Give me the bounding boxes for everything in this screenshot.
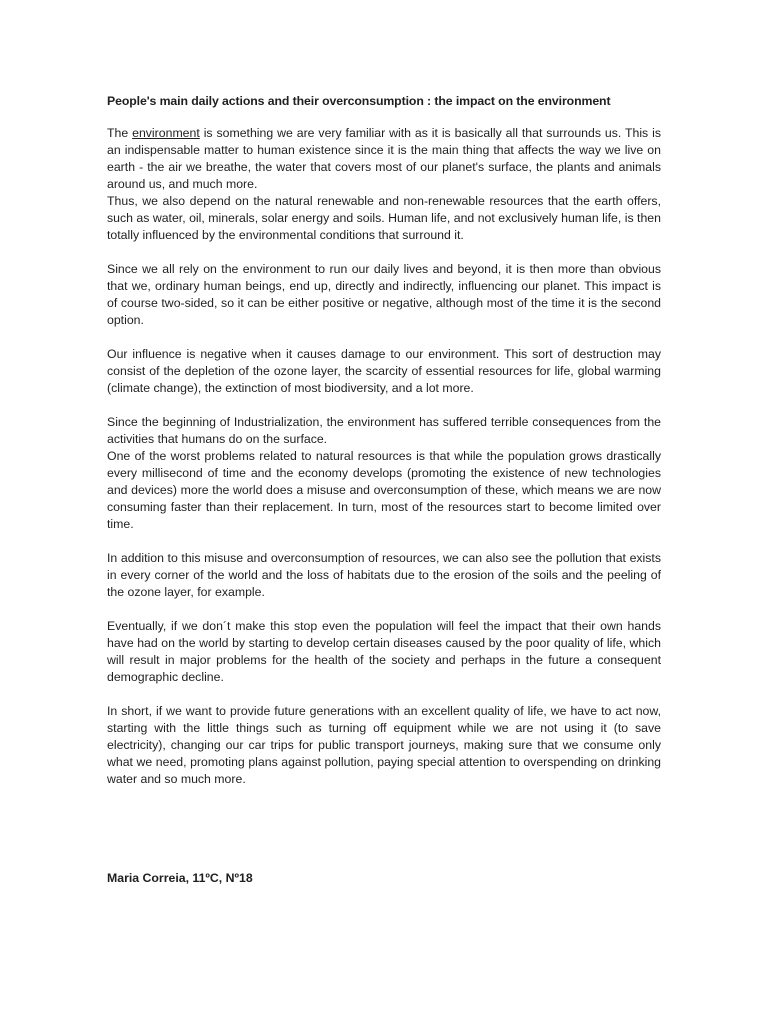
paragraph-worst-problems: One of the worst problems related to natural resources is that while the population grows drastically every millisecond of time and the economy develops (promoting the existence of new technologies and devices) more the world does a misuse and overconsumption of these, which means we are now consuming faster than their replacement. In turn, most of the resources start to become limited over time. (107, 449, 661, 531)
document-body (107, 93, 661, 805)
author-signature: Maria Correia, 11ºC, Nº18 (107, 871, 253, 885)
paragraph-consequences: Eventually, if we don´t make this stop even the population will feel the impact that their own hands have had on the world by starting to develop certain diseases caused by the poor quality of life, which will result in major problems for the health of the society and perhaps in the future a consequent demographic decline. (107, 619, 661, 684)
paragraph-conclusion: In short, if we want to provide future generations with an excellent quality of life, we have to act now, starting with the little things such as turning off equipment while we are not using it (to save electricity), changing our car trips for public transport journeys, making sure that we consume only what we need, promoting plans against pollution, paying special attention to overspending on drinking water and so much more. (107, 704, 661, 786)
paragraph-resources: Thus, we also depend on the natural renewable and non-renewable resources that the earth offers, such as water, oil, minerals, solar energy and soils. Human life, and not exclusively human life, is then totally influenced by the environmental conditions that surround it. (107, 194, 661, 242)
paragraph-negative-influence: Our influence is negative when it causes damage to our environment. This sort of destruction may consist of the depletion of the ozone layer, the scarcity of essential resources for life, global warming (climate change), the extinction of most biodiversity, and a lot more. (107, 347, 661, 395)
paragraph-reliance: Since we all rely on the environment to run our daily lives and beyond, it is then more than obvious that we, ordinary human beings, end up, directly and indirectly, influencing our planet. This impact is of course two-sided, so it can be either positive or negative, although most of the time it is the second option. (107, 262, 661, 327)
paragraph-intro (107, 125, 661, 193)
document-title: People's main daily actions and their overconsumption : the impact on the environment (107, 94, 611, 108)
paragraph-intro-rest: is something we are very familiar with as it is basically all that surrounds us. This is an indispensable matter to human existence since it is the main thing that affects the way we live on earth - the air we breathe, the water that covers most of our planet's surface, the plants and animals around us, and much more. (107, 126, 661, 191)
environment-keyword: environment (132, 126, 200, 140)
paragraph-industrialization: Since the beginning of Industrialization, the environment has suffered terrible consequences from the activities that humans do on the surface. (107, 415, 661, 446)
paragraph-intro-lead: The (107, 126, 133, 140)
paragraph-pollution: In addition to this misuse and overconsumption of resources, we can also see the pollution that exists in every corner of the world and the loss of habitats due to the erosion of the soils and the peeling of the ozone layer, for example. (107, 551, 661, 599)
